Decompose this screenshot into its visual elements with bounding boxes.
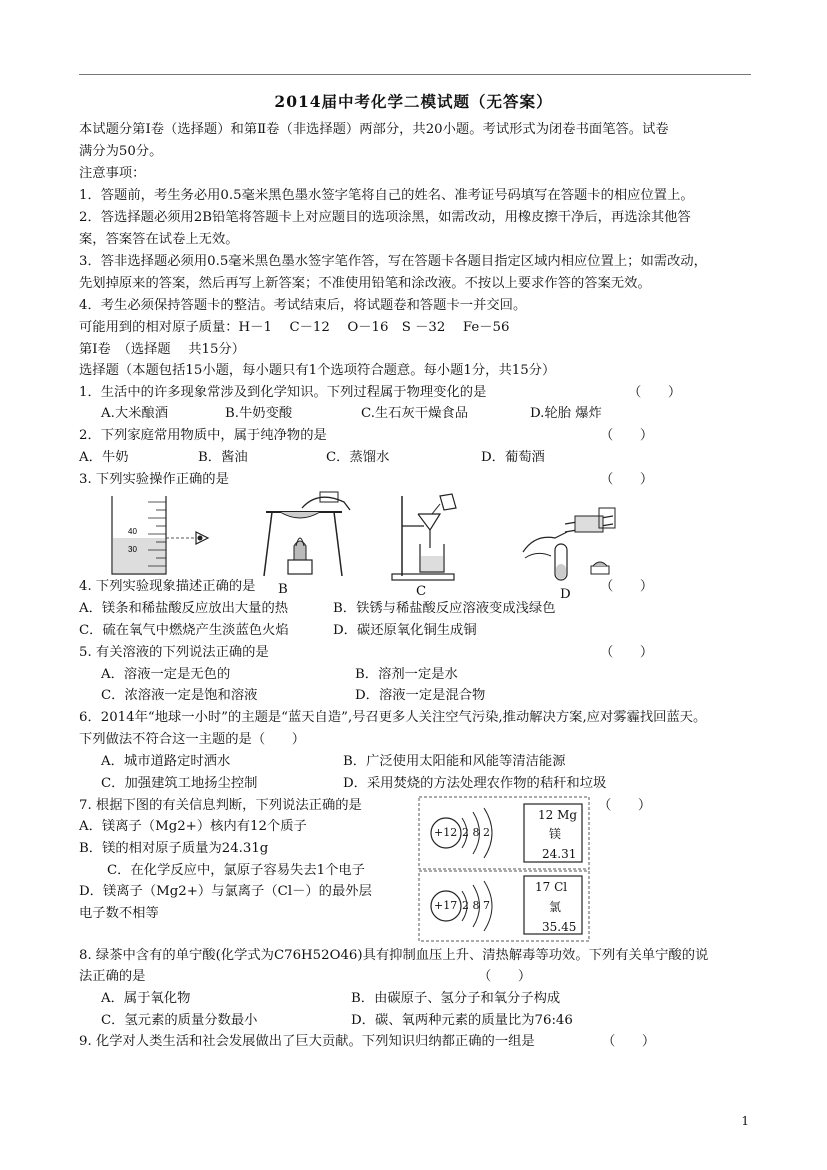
notice-title: 注意事项：: [79, 166, 146, 181]
part-description: 选择题（本题包括15小题，每小题只有1个选项符合题意。每小题1分，共15分）: [79, 363, 556, 378]
option-a: A．牛奶: [79, 450, 129, 465]
figure-label-c: C: [416, 584, 427, 599]
answer-bracket: （ ）: [478, 969, 532, 984]
figure-c-filtration: [388, 492, 468, 582]
option-c: C.生石灰干燥食品: [361, 406, 469, 421]
cl-name: 氯: [549, 900, 562, 914]
question-1-stem: 1．生活中的许多现象常涉及到化学知识。下列过程属于物理变化的是: [79, 385, 487, 400]
cl-mass: 35.45: [542, 920, 577, 934]
answer-bracket: （ ）: [602, 1034, 656, 1049]
option-b: B．镁的相对原子质量为24.31g: [79, 841, 269, 856]
question-4-stem: 4. 下列实验现象描述正确的是: [79, 579, 256, 594]
notice-item: 先划掉原来的答案，然后再写上新答案；不准使用铅笔和涂改液。不按以上要求作答的答案无效。: [79, 276, 651, 291]
question-5-stem: 5. 有关溶液的下列说法正确的是: [79, 645, 269, 660]
question-6-stem: 6．2014年“地球一小时”的主题是“蓝天自造”,号召更多人关注空气污染,推动解决方案,应对雾霾找回蓝天。: [79, 710, 707, 725]
option-c: C．硫在氧气中燃烧产生淡蓝色火焰: [79, 623, 289, 638]
question-8-stem: 法正确的是: [79, 969, 146, 984]
figure-b-evaporation: [258, 488, 358, 580]
option-a: A．镁离子（Mg2+）核内有12个质子: [79, 819, 307, 834]
option-b: B．酱油: [198, 450, 248, 465]
question-2-stem: 2．下列家庭常用物质中，属于纯净物的是: [79, 428, 327, 443]
option-b: B.牛奶变酸: [225, 406, 293, 421]
intro-line: 满分为50分。: [79, 144, 163, 159]
option-d-cont: 电子数不相等: [79, 906, 159, 921]
option-a: A．属于氧化物: [101, 991, 191, 1006]
figure-d-test-tube: [515, 494, 630, 586]
figure-label-b: B: [278, 582, 288, 597]
part-title: 第Ⅰ卷 （选择题 共15分）: [79, 342, 246, 357]
answer-bracket: （ ）: [600, 579, 654, 594]
notice-item: 1．答题前，考生务必用0.5毫米黑色墨水签字笔将自己的姓名、准考证号码填写在答题卡的相应位置上。: [79, 188, 694, 203]
intro-line: 本试题分第Ⅰ卷（选择题）和第Ⅱ卷（非选择题）两部分，共20小题。考试形式为闭卷书面笔答。试卷: [79, 122, 669, 137]
option-d: D.轮胎 爆炸: [530, 406, 602, 421]
answer-bracket: （ ）: [600, 428, 654, 443]
option-c: C．加强建筑工地扬尘控制: [101, 776, 258, 791]
notice-item: 3．答非选择题必须用0.5毫米黑色墨水签字笔作答，写在答题卡各题目指定区域内相应位置上；如需改动，: [79, 254, 707, 269]
svg-text:30: 30: [128, 545, 137, 554]
cl-shells: 2 8 7: [462, 899, 490, 912]
question-9-stem: 9. 化学对人类生活和社会发展做出了巨大贡献。下列知识归纳都正确的一组是: [79, 1034, 535, 1049]
notice-item: 4．考生必须保持答题卡的整洁。考试结束后，将试题卷和答题卡一并交回。: [79, 298, 527, 313]
option-a: A.大米酿酒: [101, 406, 169, 421]
cl-nucleus: +17: [434, 899, 458, 912]
question-7-stem: 7. 根据下图的有关信息判断，下列说法正确的是: [79, 798, 362, 813]
answer-bracket: （ ）: [600, 472, 654, 487]
figure-label-d: D: [560, 587, 571, 602]
top-rule: [79, 74, 751, 75]
question-8-stem: 8. 绿茶中含有的单宁酸(化学式为C76H52O46)具有抑制血压上升、清热解毒等功效。下列有关单宁酸的说: [79, 948, 709, 963]
option-c: C．蒸馏水: [326, 450, 390, 465]
option-c: C．浓溶液一定是饱和溶液: [101, 688, 258, 703]
page-number: 1: [741, 1114, 749, 1128]
option-c: C．氢元素的质量分数最小: [101, 1013, 258, 1028]
option-d: D．采用焚烧的方法处理农作物的秸秆和垃圾: [343, 776, 607, 791]
option-a: A．镁条和稀盐酸反应放出大量的热: [79, 601, 289, 616]
mg-name: 镁: [549, 827, 562, 841]
answer-bracket: （ ）: [598, 798, 652, 813]
notice-item: 案，答案答在试卷上无效。: [79, 232, 239, 247]
option-d: D．葡萄酒: [481, 450, 545, 465]
mg-number-symbol: 12 Mg: [538, 808, 578, 822]
option-d: D．碳、氧两种元素的质量比为76:46: [351, 1013, 573, 1028]
option-c: C．在化学反应中，氯原子容易失去1个电子: [107, 863, 365, 878]
mg-shells: 2 8 2: [462, 826, 490, 839]
option-b: B．广泛使用太阳能和风能等清洁能源: [343, 754, 566, 769]
answer-bracket: （ ）: [628, 385, 682, 400]
question-6-stem: 下列做法不符合这一主题的是（ ）: [79, 732, 306, 747]
cl-number-symbol: 17 Cl: [535, 880, 568, 894]
page-title: 2014届中考化学二模试题（无答案）: [274, 92, 553, 111]
option-a: A．溶液一定是无色的: [101, 667, 231, 682]
mg-nucleus: +12: [434, 826, 458, 839]
mg-mass: 24.31: [542, 847, 577, 861]
atomic-masses: 可能用到的相对原子质量：H－1 C－12 O－16 S －32 Fe－56: [79, 320, 510, 335]
option-b: B．溶剂一定是水: [355, 667, 458, 682]
option-d: D．溶液一定是混合物: [355, 688, 486, 703]
option-b: B．铁锈与稀盐酸反应溶液变成浅绿色: [333, 601, 556, 616]
option-a: A．城市道路定时洒水: [101, 754, 231, 769]
answer-bracket: （ ）: [600, 645, 654, 660]
notice-item: 2．答选择题必须用2B铅笔将答题卡上对应题目的选项涂黑，如需改动，用橡皮擦干净后，再选涂其他答: [79, 210, 691, 225]
option-d: D．镁离子（Mg2+）与氯离子（Cl－）的最外层: [79, 884, 372, 899]
question-3-stem: 3. 下列实验操作正确的是: [79, 472, 229, 487]
option-d: D．碳还原氧化铜生成铜: [333, 623, 477, 638]
figure-a-graduated-cylinder: [108, 494, 218, 580]
option-b: B．由碳原子、氢分子和氧分子构成: [351, 991, 561, 1006]
svg-text:40: 40: [128, 527, 137, 536]
